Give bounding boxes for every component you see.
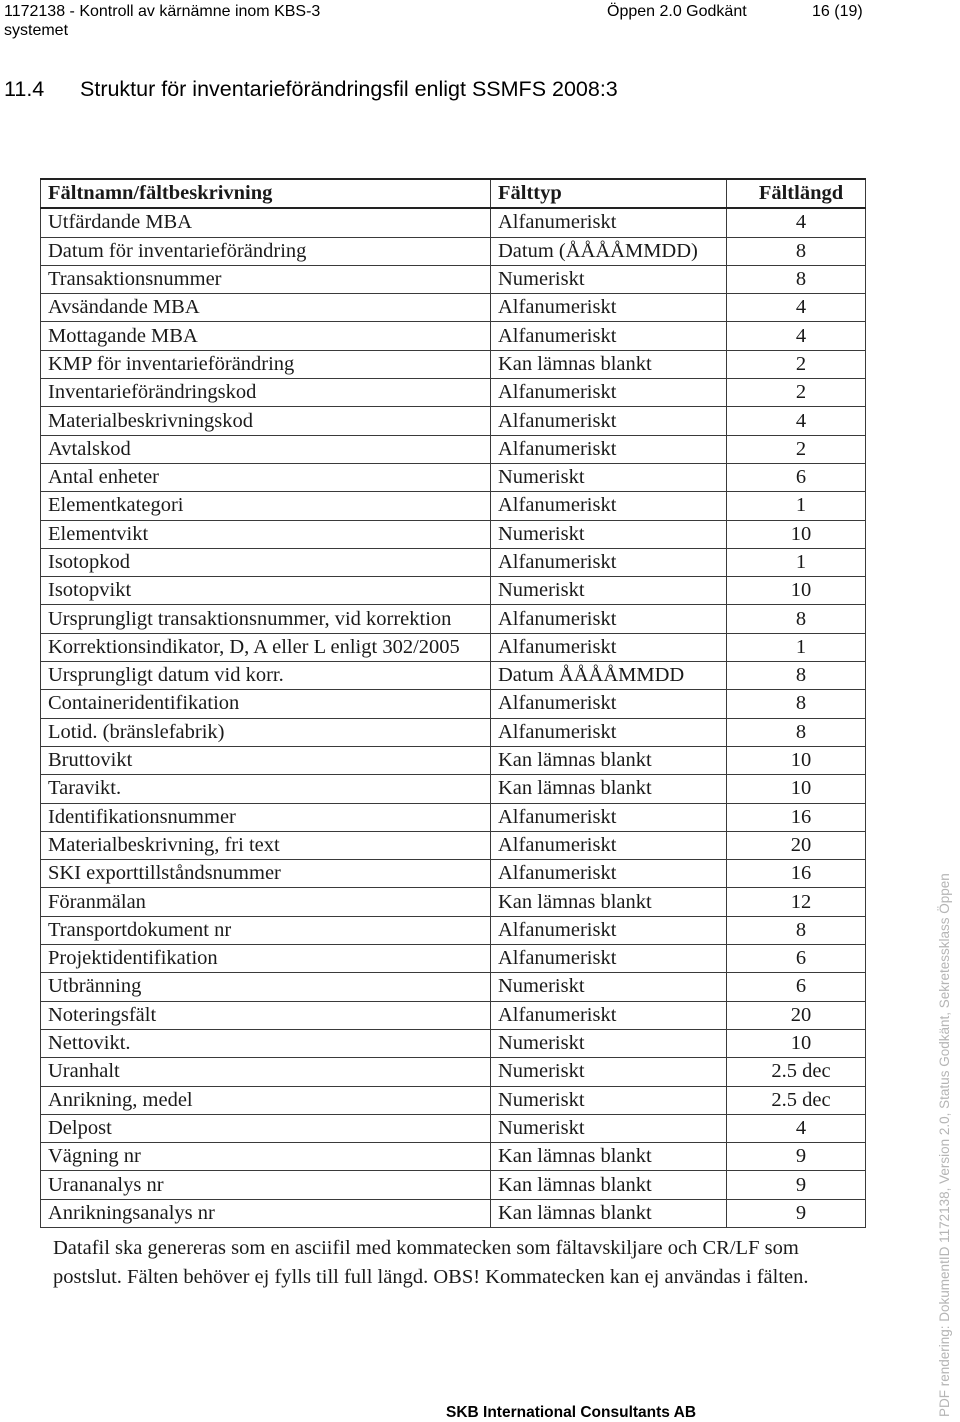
- table-row: [41, 888, 866, 916]
- field-length-cell: 4: [727, 208, 866, 237]
- table-row: [41, 775, 866, 803]
- field-type-cell: Alfanumeriskt: [491, 435, 727, 463]
- field-type-cell: Numeriskt: [491, 1058, 727, 1086]
- pdf-rendering-watermark: PDF rendering: DokumentID 1172138, Version 2.0, Status Godkänt, Sekretessklass Öppen: [937, 873, 952, 1417]
- field-type-cell: Kan lämnas blankt: [491, 746, 727, 774]
- table-row: [41, 322, 866, 350]
- field-length-cell: 10: [727, 746, 866, 774]
- table-row: [41, 1199, 866, 1227]
- field-name-cell: Elementkategori: [41, 492, 491, 520]
- field-type-cell: Alfanumeriskt: [491, 294, 727, 322]
- field-name-cell: Materialbeskrivning, fri text: [41, 831, 491, 859]
- table-row: [41, 860, 866, 888]
- document-header-title: [4, 2, 320, 40]
- field-type-cell: Alfanumeriskt: [491, 718, 727, 746]
- field-type-cell: Alfanumeriskt: [491, 916, 727, 944]
- field-length-cell: 8: [727, 662, 866, 690]
- table-row: [41, 463, 866, 491]
- field-length-cell: 6: [727, 945, 866, 973]
- column-header-field-name: Fältnamn/fältbeskrivning: [41, 179, 491, 208]
- field-type-cell: Alfanumeriskt: [491, 803, 727, 831]
- table-row: [41, 1001, 866, 1029]
- field-length-cell: 10: [727, 1029, 866, 1057]
- section-title: Struktur för inventarieförändringsfil enligt SSMFS 2008:3: [80, 77, 618, 101]
- field-name-cell: Transportdokument nr: [41, 916, 491, 944]
- field-name-cell: Uranhalt: [41, 1058, 491, 1086]
- field-name-cell: Ursprungligt datum vid korr.: [41, 662, 491, 690]
- field-length-cell: 4: [727, 1114, 866, 1142]
- field-name-cell: Transaktionsnummer: [41, 265, 491, 293]
- field-name-cell: Anrikning, medel: [41, 1086, 491, 1114]
- field-name-cell: Utbränning: [41, 973, 491, 1001]
- field-name-cell: Inventarieförändringskod: [41, 379, 491, 407]
- table-row: [41, 633, 866, 661]
- field-name-cell: Taravikt.: [41, 775, 491, 803]
- field-length-cell: 4: [727, 294, 866, 322]
- field-name-cell: KMP för inventarieförändring: [41, 350, 491, 378]
- table-row: [41, 407, 866, 435]
- table-row: [41, 662, 866, 690]
- field-length-cell: 2: [727, 379, 866, 407]
- table-row: [41, 1058, 866, 1086]
- field-length-cell: 6: [727, 973, 866, 1001]
- field-type-cell: Kan lämnas blankt: [491, 888, 727, 916]
- field-length-cell: 8: [727, 690, 866, 718]
- field-name-cell: Avtalskod: [41, 435, 491, 463]
- field-type-cell: Kan lämnas blankt: [491, 1143, 727, 1171]
- field-length-cell: 10: [727, 520, 866, 548]
- table-row: [41, 945, 866, 973]
- field-type-cell: Kan lämnas blankt: [491, 1199, 727, 1227]
- field-length-cell: 9: [727, 1143, 866, 1171]
- field-type-cell: Numeriskt: [491, 1029, 727, 1057]
- field-name-cell: Antal enheter: [41, 463, 491, 491]
- table-row: [41, 1171, 866, 1199]
- table-row: [41, 208, 866, 237]
- field-type-cell: Datum ÅÅÅÅMMDD: [491, 662, 727, 690]
- field-name-cell: Isotopkod: [41, 548, 491, 576]
- table-row: [41, 973, 866, 1001]
- field-name-cell: Föranmälan: [41, 888, 491, 916]
- field-length-cell: 16: [727, 803, 866, 831]
- field-name-cell: Korrektionsindikator, D, A eller L enligt 302/2005: [41, 633, 491, 661]
- field-type-cell: Alfanumeriskt: [491, 831, 727, 859]
- field-type-cell: Numeriskt: [491, 577, 727, 605]
- format-note: Datafil ska genereras som en asciifil med kommatecken som fältavskiljare och CR/LF som postslut. Fälten behöver ej fylls till full längd. OBS! Kommatecken kan ej användas i fälten.: [53, 1237, 809, 1288]
- field-name-cell: SKI exporttillståndsnummer: [41, 860, 491, 888]
- field-length-cell: 20: [727, 831, 866, 859]
- section-number: 11.4: [4, 77, 45, 101]
- field-length-cell: 8: [727, 718, 866, 746]
- table-row: [41, 492, 866, 520]
- field-type-cell: Numeriskt: [491, 973, 727, 1001]
- field-name-cell: Elementvikt: [41, 520, 491, 548]
- table-row: [41, 520, 866, 548]
- table-row: [41, 350, 866, 378]
- field-length-cell: 1: [727, 492, 866, 520]
- field-name-cell: Isotopvikt: [41, 577, 491, 605]
- field-type-cell: Alfanumeriskt: [491, 492, 727, 520]
- table-row: [41, 435, 866, 463]
- table-row: [41, 548, 866, 576]
- field-length-cell: 8: [727, 265, 866, 293]
- section-heading: [4, 77, 618, 102]
- table-row: [41, 1143, 866, 1171]
- field-name-cell: Noteringsfält: [41, 1001, 491, 1029]
- field-length-cell: 4: [727, 322, 866, 350]
- field-name-cell: Mottagande MBA: [41, 322, 491, 350]
- field-type-cell: Alfanumeriskt: [491, 379, 727, 407]
- table-row: [41, 916, 866, 944]
- document-status: Öppen 2.0 Godkänt: [607, 3, 747, 20]
- field-name-cell: Vägning nr: [41, 1143, 491, 1171]
- field-type-cell: Numeriskt: [491, 265, 727, 293]
- field-type-cell: Alfanumeriskt: [491, 605, 727, 633]
- field-type-cell: Numeriskt: [491, 520, 727, 548]
- field-type-cell: Alfanumeriskt: [491, 322, 727, 350]
- field-type-cell: Datum (ÅÅÅÅMMDD): [491, 237, 727, 265]
- table-row: [41, 577, 866, 605]
- field-length-cell: 1: [727, 548, 866, 576]
- field-length-cell: 10: [727, 775, 866, 803]
- column-header-field-type: Fälttyp: [491, 179, 727, 208]
- field-type-cell: Alfanumeriskt: [491, 633, 727, 661]
- field-name-cell: Utfärdande MBA: [41, 208, 491, 237]
- document-id-line: 1172138 - Kontroll av kärnämne inom KBS-3: [4, 3, 321, 20]
- table-row: [41, 237, 866, 265]
- table-body: [41, 208, 866, 1227]
- table-row: [41, 294, 866, 322]
- table-row: [41, 803, 866, 831]
- field-type-cell: Kan lämnas blankt: [491, 1171, 727, 1199]
- field-length-cell: 10: [727, 577, 866, 605]
- field-length-cell: 2.5 dec: [727, 1058, 866, 1086]
- field-type-cell: Numeriskt: [491, 1086, 727, 1114]
- field-type-cell: Kan lämnas blankt: [491, 775, 727, 803]
- footer-company: SKB International Consultants AB: [446, 1404, 697, 1421]
- table-row: [41, 1029, 866, 1057]
- field-type-cell: Alfanumeriskt: [491, 1001, 727, 1029]
- field-length-cell: 20: [727, 1001, 866, 1029]
- field-length-cell: 8: [727, 916, 866, 944]
- field-type-cell: Numeriskt: [491, 1114, 727, 1142]
- field-length-cell: 1: [727, 633, 866, 661]
- table-row: [41, 1114, 866, 1142]
- table-row: [41, 746, 866, 774]
- field-name-cell: Avsändande MBA: [41, 294, 491, 322]
- field-name-cell: Anrikningsanalys nr: [41, 1199, 491, 1227]
- field-name-cell: Nettovikt.: [41, 1029, 491, 1057]
- field-name-cell: Ursprungligt transaktionsnummer, vid korrektion: [41, 605, 491, 633]
- field-length-cell: 2: [727, 350, 866, 378]
- field-name-cell: Lotid. (bränslefabrik): [41, 718, 491, 746]
- table-row: [41, 1086, 866, 1114]
- table-row: [41, 718, 866, 746]
- field-name-cell: Projektidentifikation: [41, 945, 491, 973]
- field-length-cell: 16: [727, 860, 866, 888]
- field-type-cell: Alfanumeriskt: [491, 860, 727, 888]
- field-type-cell: Alfanumeriskt: [491, 407, 727, 435]
- column-header-field-length: Fältlängd: [727, 179, 866, 208]
- field-length-cell: 2: [727, 435, 866, 463]
- field-length-cell: 9: [727, 1199, 866, 1227]
- field-type-cell: Alfanumeriskt: [491, 548, 727, 576]
- table-row: [41, 690, 866, 718]
- table-header-row: [41, 179, 866, 208]
- field-length-cell: 9: [727, 1171, 866, 1199]
- field-type-cell: Kan lämnas blankt: [491, 350, 727, 378]
- field-type-cell: Alfanumeriskt: [491, 690, 727, 718]
- field-type-cell: Numeriskt: [491, 463, 727, 491]
- field-name-cell: Bruttovikt: [41, 746, 491, 774]
- field-structure-table: [40, 178, 866, 1228]
- field-name-cell: Urananalys nr: [41, 1171, 491, 1199]
- field-length-cell: 4: [727, 407, 866, 435]
- field-name-cell: Identifikationsnummer: [41, 803, 491, 831]
- field-name-cell: Materialbeskrivningskod: [41, 407, 491, 435]
- field-name-cell: Delpost: [41, 1114, 491, 1142]
- field-name-cell: Containeridentifikation: [41, 690, 491, 718]
- field-length-cell: 12: [727, 888, 866, 916]
- field-length-cell: 8: [727, 237, 866, 265]
- field-name-cell: Datum för inventarieförändring: [41, 237, 491, 265]
- page-number: 16 (19): [812, 3, 863, 20]
- field-type-cell: Alfanumeriskt: [491, 945, 727, 973]
- table-row: [41, 265, 866, 293]
- field-type-cell: Alfanumeriskt: [491, 208, 727, 237]
- table-row: [41, 831, 866, 859]
- field-length-cell: 8: [727, 605, 866, 633]
- field-length-cell: 6: [727, 463, 866, 491]
- table-row: [41, 379, 866, 407]
- table-row: [41, 605, 866, 633]
- field-length-cell: 2.5 dec: [727, 1086, 866, 1114]
- document-id-line-continued: systemet: [4, 22, 69, 39]
